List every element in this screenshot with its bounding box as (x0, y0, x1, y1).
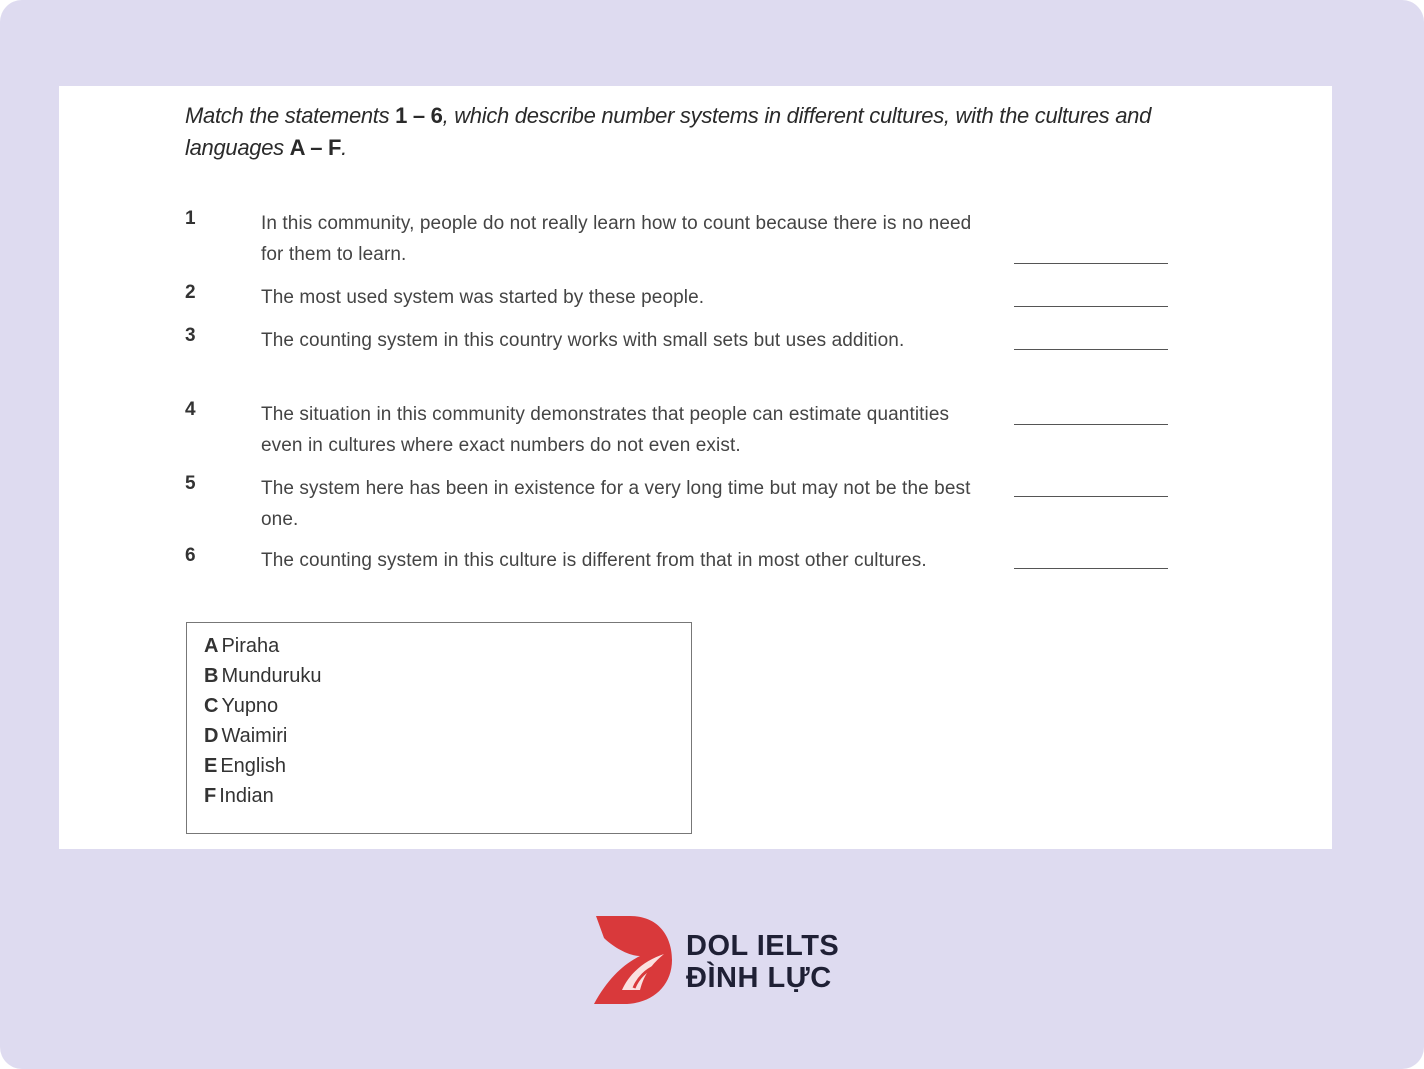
option-item (204, 721, 691, 751)
statement-number: 4 (185, 399, 196, 420)
option-name: Waimiri (221, 725, 288, 747)
option-item (204, 751, 691, 781)
option-item (204, 631, 691, 661)
statement-number: 1 (185, 208, 196, 229)
statement-range: 1 – 6 (395, 103, 443, 128)
answer-blank[interactable] (1014, 496, 1168, 497)
answer-blank[interactable] (1014, 424, 1168, 425)
statement-text: The counting system in this culture is different from that in most other cultures. (261, 550, 927, 571)
dol-logo-icon (594, 916, 672, 1004)
option-range: A – F (289, 135, 342, 160)
statement-number: 6 (185, 545, 196, 566)
option-letter: F (204, 785, 217, 807)
options-box (186, 622, 692, 834)
instruction-part-3: . (341, 135, 347, 160)
option-letter: E (204, 755, 218, 777)
answer-blank[interactable] (1014, 306, 1168, 307)
answer-blank[interactable] (1014, 568, 1168, 569)
statement-number: 3 (185, 325, 196, 346)
answer-blank[interactable] (1014, 349, 1168, 350)
option-letter: B (204, 665, 219, 687)
answer-blank[interactable] (1014, 263, 1168, 264)
statement-text: The counting system in this country works with small sets but uses addition. (261, 330, 905, 351)
statement-text: The situation in this community demonstrates that people can estimate quantities even in cultures where exact numbers do not even exist. (261, 404, 950, 456)
statement-number: 2 (185, 282, 196, 303)
option-letter: A (204, 635, 219, 657)
option-name: Indian (219, 785, 274, 807)
statement-text: The system here has been in existence for a very long time but may not be the best one. (261, 478, 971, 530)
exercise-document (59, 86, 1332, 849)
option-letter: D (204, 725, 219, 747)
statement-text: The most used system was started by these people. (261, 287, 705, 308)
option-name: English (220, 755, 286, 777)
statement-number: 5 (185, 473, 196, 494)
options-list (187, 623, 691, 811)
brand-logo (594, 916, 854, 1004)
brand-name-line-1: DOL IELTS (686, 930, 840, 962)
option-item (204, 661, 691, 691)
option-letter: C (204, 695, 219, 717)
instruction-part-1: Match the statements (185, 103, 396, 128)
option-name: Munduruku (221, 665, 322, 687)
option-name: Piraha (221, 635, 280, 657)
option-name: Yupno (221, 695, 279, 717)
instruction-part-2: , which describe number systems in different cultures, with the cultures and languages (185, 103, 1151, 160)
instruction-text (185, 100, 1185, 164)
option-item (204, 781, 691, 811)
brand-name (686, 930, 839, 994)
statement-text: In this community, people do not really learn how to count because there is no need for them to learn. (261, 213, 972, 265)
option-item (204, 691, 691, 721)
brand-name-line-2: ĐÌNH LỰC (686, 962, 832, 994)
